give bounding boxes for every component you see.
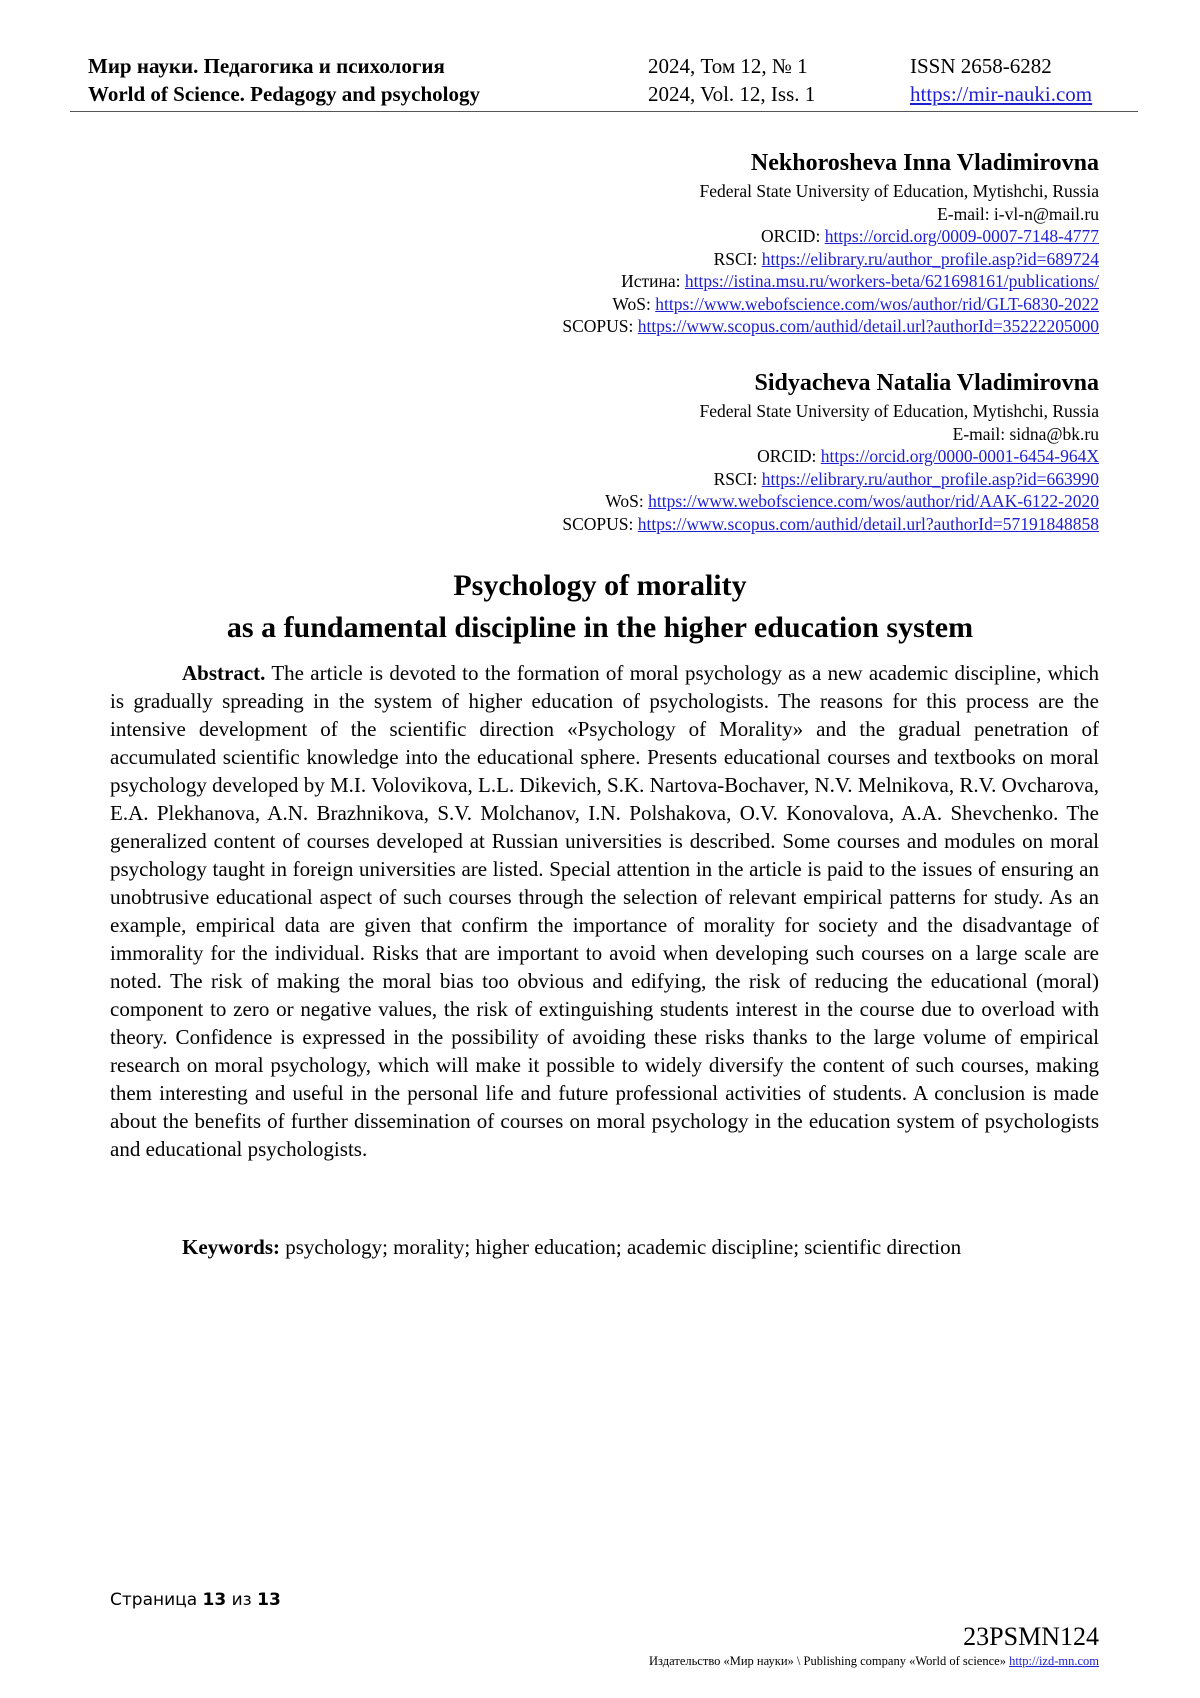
orcid-label: ORCID: <box>761 226 825 246</box>
wos-link[interactable]: https://www.webofscience.com/wos/author/rid/GLT-6830-2022 <box>655 293 1099 314</box>
journal-website-link[interactable]: https://mir-nauki.com <box>910 82 1093 106</box>
rsci-link[interactable]: https://elibrary.ru/author_profile.asp?id=689724 <box>761 248 1099 269</box>
rsci-link[interactable]: https://elibrary.ru/author_profile.asp?id=663990 <box>761 468 1099 489</box>
istina-label: Истина: <box>621 271 685 291</box>
issue-ru: 2024, Том 12, № 1 <box>648 54 808 78</box>
wos-link[interactable]: https://www.webofscience.com/wos/author/rid/AAK-6122-2020 <box>648 491 1099 511</box>
journal-name-en: World of Science. Pedagogy and psychology <box>88 82 481 106</box>
scopus-link[interactable]: https://www.scopus.com/authid/detail.url?authorId=35222205000 <box>637 316 1099 336</box>
istina-link[interactable]: https://istina.msu.ru/workers-beta/621698161/publications/ <box>684 271 1099 291</box>
orcid-link[interactable]: https://orcid.org/0000-0001-6454-964X <box>820 446 1099 466</box>
article-code: 23PSMN124 <box>963 1622 1099 1651</box>
publisher-line <box>649 1654 1099 1669</box>
author-istina <box>562 270 1099 293</box>
issn-column <box>910 52 1092 108</box>
title-line-2: as a fundamental discipline in the higher education system <box>226 611 974 644</box>
author-orcid <box>562 445 1099 468</box>
author-email: E-mail: sidna@bk.ru <box>952 423 1099 444</box>
keywords <box>182 1233 961 1261</box>
abstract-paragraph <box>110 659 1099 1163</box>
title-line-1: Psychology of morality <box>453 569 747 602</box>
keywords-label: Keywords: <box>182 1235 280 1259</box>
scopus-label: SCOPUS: <box>562 513 638 534</box>
rsci-label: RSCI: <box>713 468 762 489</box>
author-wos <box>562 490 1099 513</box>
author-email: E-mail: i-vl-n@mail.ru <box>937 203 1099 224</box>
header-divider <box>70 111 1138 112</box>
article-title <box>0 565 1200 649</box>
issn: ISSN 2658-6282 <box>910 54 1052 78</box>
scopus-link[interactable]: https://www.scopus.com/authid/detail.url?authorId=57191848858 <box>637 513 1099 534</box>
keywords-text: psychology; morality; higher education; academic discipline; scientific direction <box>280 1235 962 1259</box>
issue-en: 2024, Vol. 12, Iss. 1 <box>648 82 816 106</box>
page-current: 13 <box>202 1590 227 1610</box>
wos-label: WoS: <box>612 293 656 314</box>
orcid-label: ORCID: <box>757 446 821 466</box>
journal-name-ru: Мир науки. Педагогика и психология <box>88 54 445 78</box>
page-number <box>110 1590 281 1610</box>
issue-column <box>648 52 815 108</box>
author-rsci <box>562 468 1099 491</box>
author-scopus <box>562 315 1099 338</box>
author-affiliation: Federal State University of Education, Mytishchi, Russia <box>699 401 1099 421</box>
scopus-label: SCOPUS: <box>562 316 638 336</box>
author-name: Sidyacheva Natalia Vladimirovna <box>754 370 1099 396</box>
rsci-label: RSCI: <box>713 248 762 269</box>
wos-label: WoS: <box>605 491 649 511</box>
publisher-text: Издательство «Мир науки» \ Publishing company «World of science» <box>649 1654 1010 1668</box>
page-separator: из <box>226 1590 258 1610</box>
page-prefix: Страница <box>110 1590 203 1610</box>
author-orcid <box>562 225 1099 248</box>
author-block-2 <box>562 368 1099 535</box>
abstract-label: Abstract. <box>182 661 266 685</box>
author-name: Nekhorosheva Inna Vladimirovna <box>750 150 1099 176</box>
author-block-1 <box>562 148 1099 338</box>
author-scopus <box>562 513 1099 536</box>
author-affiliation: Federal State University of Education, Mytishchi, Russia <box>699 181 1099 201</box>
publisher-link[interactable]: http://izd-mn.com <box>1009 1654 1099 1668</box>
page-total: 13 <box>257 1590 281 1610</box>
abstract-text: The article is devoted to the formation of moral psychology as a new academic discipline, which is gradually spreading in the system of higher education of psychologists. The reasons for this process are the intensive development of the scientific direction «Psychology of Morality» and the gradual penetration of accumulated scientific knowledge into the educational sphere. Presents educational courses and textbooks on moral psychology developed by M.I. Volovikova, L.L. Dikevich, S.K. Nartova-Bochaver, N.V. Melnikova, R.V. Ovcharova, E.A. Plekhanova, A.N. Brazhnikova, S.V. Molchanov, I.N. Polshakova, O.V. Konovalova, A.A. Shevchenko. The generalized content of courses developed at Russian universities is described. Some courses and modules on moral psychology taught in foreign universities are listed. Special attention in the article is paid to the issues of ensuring an unobtrusive educational aspect of such courses through the selection of relevant empirical patterns for study. As an example, empirical data are given that confirm the importance of morality for society and the disadvantage of immorality for the individual. Risks that are important to avoid when developing such courses on a large scale are noted. The risk of making the moral bias too obvious and edifying, the risk of reducing the educational (moral) component to zero or negative values, the risk of extinguishing students interest in the course due to overload with theory. Confidence is expressed in the possibility of avoiding these risks thanks to the large volume of empirical research on moral psychology, which will make it possible to widely diversify the content of such courses, making them interesting and useful in the personal life and future professional activities of students. A conclusion is made about the benefits of further dissemination of courses on moral psychology in the education system of psychologists and educational psychologists. <box>110 661 1099 1161</box>
author-wos <box>562 293 1099 316</box>
orcid-link[interactable]: https://orcid.org/0009-0007-7148-4777 <box>824 226 1099 246</box>
journal-name-column <box>88 52 480 108</box>
author-rsci <box>562 248 1099 271</box>
